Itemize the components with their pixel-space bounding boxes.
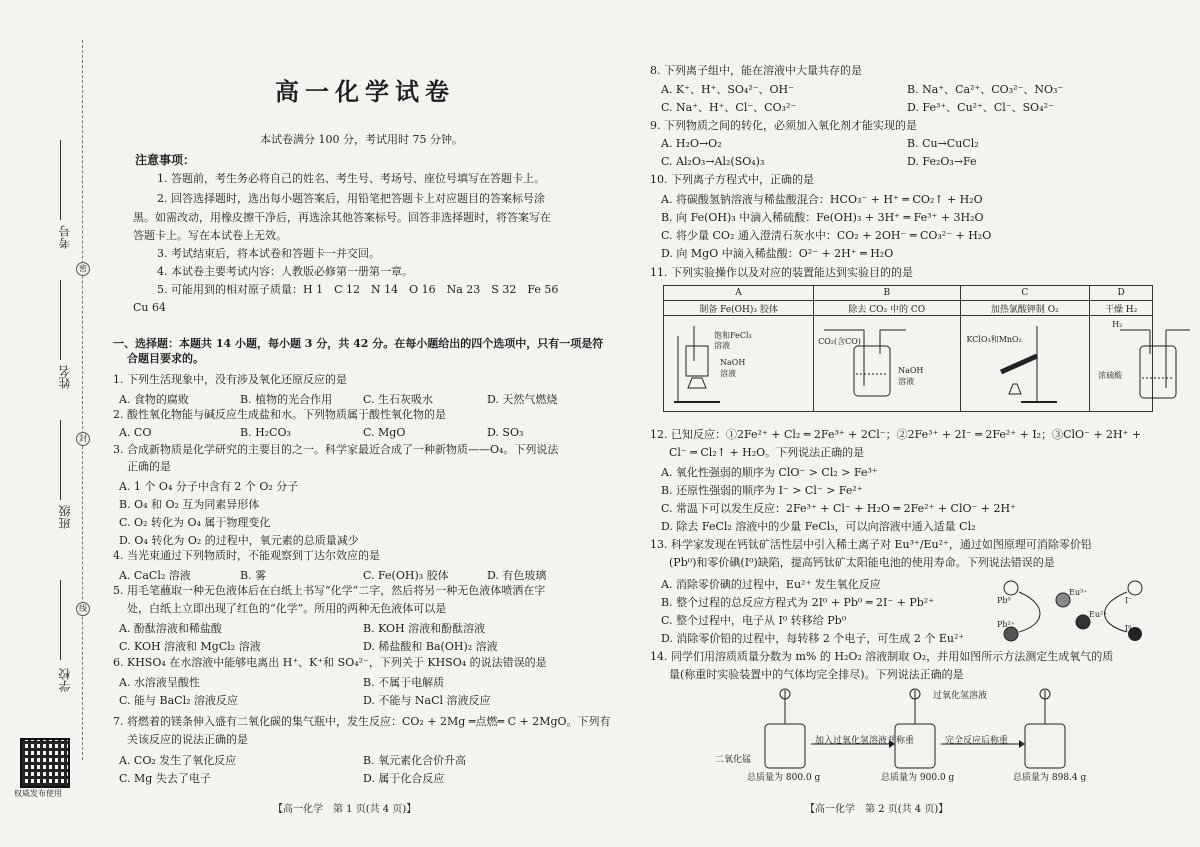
option: B. H₂CO₃ <box>240 426 291 439</box>
question-6: 6. KHSO₄ 在水溶液中能够电离出 H⁺、K⁺和 SO₄²⁻，下列关于 KHSO₄ 的说法错误的是 <box>113 656 547 669</box>
school-line <box>60 580 61 660</box>
label: 加入过氧化氢溶液并称重 <box>815 736 915 746</box>
qr-code <box>20 738 70 788</box>
option: A. 消除零价碘的过程中，Eu²⁺ 发生氧化反应 <box>661 578 881 591</box>
table-header: D <box>1090 286 1153 301</box>
question-1: 1. 下列生活现象中，没有涉及氧化还原反应的是 <box>113 373 347 386</box>
notice-heading: 注意事项： <box>135 153 196 167</box>
notice-line: 2. 回答选择题时，选出每小题答案后，用铅笔把答题卡上对应题目的答案标号涂 <box>157 192 545 205</box>
option: C. 生石灰吸水 <box>363 393 434 406</box>
label: NaOH <box>720 358 746 367</box>
question-7: 7. 将燃着的镁条伸入盛有二氧化碳的集气瓶中，发生反应：CO₂ + 2Mg ═点燃═ C + 2MgO。下列有 <box>113 715 611 728</box>
label: 完全反应后称重 <box>945 736 1009 746</box>
option: D. 稀盐酸和 Ba(OH)₂ 溶液 <box>363 640 498 653</box>
option: B. O₄ 和 O₂ 互为同素异形体 <box>119 498 260 511</box>
notice-line: 5. 可能用到的相对原子质量：H 1 C 12 N 14 O 16 Na 23 S 32 Fe 56 <box>157 283 559 296</box>
cut-line <box>82 40 83 760</box>
option: D. 向 MgO 中滴入稀盐酸：O²⁻ + 2H⁺ ═ H₂O <box>661 247 894 260</box>
option: D. 天然气燃烧 <box>487 393 558 406</box>
option: D. 有色玻璃 <box>487 569 547 582</box>
option: D. 不能与 NaCl 溶液反应 <box>363 694 491 707</box>
label: Pb²⁺ <box>997 620 1015 629</box>
question-12-cont: Cl⁻ ═ Cl₂↑ + H₂O。下列说法正确的是 <box>669 446 865 459</box>
exam-number-label: 考号 <box>58 225 72 249</box>
section-heading: 一、选择题：本题共 14 小题，每小题 3 分，共 42 分。在每小题给出的四个选项中，只有一项是符 <box>113 337 604 350</box>
label: I⁰ <box>1125 624 1132 633</box>
table-header: B <box>814 286 960 301</box>
option: A. 水溶液呈酸性 <box>119 676 200 689</box>
label: H₂ <box>1112 320 1123 329</box>
option: D. 除去 FeCl₂ 溶液中的少量 FeCl₃，可以向溶液中通入适量 Cl₂ <box>661 520 976 533</box>
label: Eu³⁺ <box>1069 588 1088 597</box>
label: 溶液 <box>898 377 915 386</box>
option: A. H₂O→O₂ <box>661 137 722 150</box>
label: 溶液 <box>714 341 730 350</box>
option: A. K⁺、H⁺、SO₄²⁻、OH⁻ <box>661 83 794 96</box>
question-10: 10. 下列离子方程式中，正确的是 <box>650 173 814 186</box>
label: CO₂(含CO) <box>818 337 861 346</box>
table-header: A <box>664 286 814 301</box>
option: D. 消除零价铅的过程中，每转移 2 个电子，可生成 2 个 Eu²⁺ <box>661 632 965 645</box>
option: C. 整个过程中，电子从 I⁰ 转移给 Pb⁰ <box>661 614 847 627</box>
question-14-cont: 量(称重时实验装置中的气体均完全排尽)。下列说法正确的是 <box>669 668 964 681</box>
table-cell: 干燥 H₂ <box>1090 301 1153 316</box>
option: C. Al₂O₃→Al₂(SO₄)₃ <box>661 155 765 168</box>
apparatus-b <box>814 316 960 412</box>
option: A. 氧化性强弱的顺序为 ClO⁻ > Cl₂ > Fe³⁺ <box>661 466 878 479</box>
class-label: 班级 <box>58 505 72 529</box>
apparatus-d <box>1090 316 1153 412</box>
option: B. 向 Fe(OH)₃ 中滴入稀硫酸：Fe(OH)₃ + 3H⁺ ═ Fe³⁺ + 3H₂O <box>661 211 984 224</box>
question-14: 14. 同学们用溶质质量分数为 m% 的 H₂O₂ 溶液制取 O₂，并用如图所示方法测定生成氧气的质 <box>650 650 1114 663</box>
option: B. Cu→CuCl₂ <box>907 137 979 150</box>
option: B. 不属于电解质 <box>363 676 445 689</box>
label: Eu²⁺ <box>1089 610 1108 619</box>
question-9: 9. 下列物质之间的转化，必须加入氧化剂才能实现的是 <box>650 119 917 132</box>
table-cell: 除去 CO₂ 中的 CO <box>814 301 960 316</box>
seal-mark-feng: 封 <box>76 432 90 446</box>
option: C. 常温下可以发生反应：2Fe³⁺ + Cl⁻ + H₂O ═ 2Fe²⁺ + ClO⁻ + 2H⁺ <box>661 502 1016 515</box>
option: C. MgO <box>363 426 406 439</box>
notice-line: Cu 64 <box>133 301 166 314</box>
question-13: 13. 科学家发现在钙钛矿活性层中引入稀土离子对 Eu³⁺/Eu²⁺，通过如图原理可消除零价铅 <box>650 538 1092 551</box>
option: A. CaCl₂ 溶液 <box>119 569 191 582</box>
question-8: 8. 下列离子组中，能在溶液中大量共存的是 <box>650 64 862 77</box>
question-13-cont: (Pb⁰)和零价碘(I⁰)缺陷，提高钙钛矿太阳能电池的使用寿命。下列说法错误的是 <box>669 556 1055 569</box>
exam-subtitle: 本试卷满分 100 分，考试用时 75 分钟。 <box>260 133 463 146</box>
option: A. 酚酞溶液和稀盐酸 <box>119 622 222 635</box>
eu-cycle-diagram <box>997 574 1147 646</box>
seal-mark-mi: 密 <box>76 262 90 276</box>
qr-caption: 权威发布使用 <box>14 789 62 798</box>
seal-mark-xian: 线 <box>76 602 90 616</box>
question-5-cont: 处，白纸上立即出现了红色的“化学”。所用的两种无色液体可以是 <box>127 602 447 615</box>
o2-mass-apparatus <box>755 684 1085 774</box>
option: B. Na⁺、Ca²⁺、CO₃²⁻、NO₃⁻ <box>907 83 1064 96</box>
notice-line: 3. 考试结束后，将本试卷和答题卡一并交回。 <box>157 247 380 260</box>
option: A. 食物的腐败 <box>119 393 189 406</box>
option: B. 整个过程的总反应方程式为 2I⁰ + Pb⁰ ═ 2I⁻ + Pb²⁺ <box>661 596 935 609</box>
option: C. KOH 溶液和 MgCl₂ 溶液 <box>119 640 261 653</box>
section-heading: 合题目要求的。 <box>127 352 204 365</box>
question-5: 5. 用毛笔蘸取一种无色液体后在白纸上书写“化学”二字，然后将另一种无色液体喷洒在字 <box>113 584 546 597</box>
label: 二氧化锰 <box>715 755 752 765</box>
name-line <box>60 280 61 360</box>
option: C. 能与 BaCl₂ 溶液反应 <box>119 694 238 707</box>
apparatus-c-drawing <box>961 316 1081 408</box>
option: C. Fe(OH)₃ 胶体 <box>363 569 449 582</box>
label: 总质量为 900.0 g <box>881 773 955 783</box>
option: C. Na⁺、H⁺、Cl⁻、CO₃²⁻ <box>661 101 797 114</box>
question-3: 3. 合成新物质是化学研究的主要目的之一。科学家最近合成了一种新物质——O₄。下列说法 <box>113 443 559 456</box>
label: 饱和FeCl₃ <box>714 331 752 340</box>
label: NaOH <box>898 366 924 375</box>
exam-title: 高一化学试卷 <box>275 77 455 106</box>
name-label: 姓名 <box>58 365 72 389</box>
notice-line: 1. 答题前，考生务必将自己的姓名、考生号、考场号、座位号填写在答题卡上。 <box>157 172 545 185</box>
label: I⁻ <box>1125 596 1133 605</box>
label: 总质量为 898.4 g <box>1013 773 1087 783</box>
option: D. SO₃ <box>487 426 524 439</box>
option: C. O₂ 转化为 O₄ 属于物理变化 <box>119 516 271 529</box>
option: C. 将少量 CO₂ 通入澄清石灰水中：CO₂ + 2OH⁻ ═ CO₃²⁻ + H₂O <box>661 229 992 242</box>
label: Pb⁰ <box>997 596 1011 605</box>
label: KClO₃和MnO₂ <box>966 335 1022 344</box>
notice-line: 4. 本试卷主要考试内容：人教版必修第一册第一章。 <box>157 265 413 278</box>
school-label: 学校 <box>58 668 72 692</box>
option: C. Mg 失去了电子 <box>119 772 211 785</box>
apparatus-a <box>664 316 814 412</box>
exam-number-line <box>60 140 61 220</box>
binding-margin <box>0 0 105 847</box>
option: A. CO <box>119 426 152 439</box>
option: A. CO₂ 发生了氧化反应 <box>119 754 237 767</box>
apparatus-d-drawing <box>1090 316 1200 408</box>
question-2: 2. 酸性氧化物能与碱反应生成盐和水。下列物质属于酸性氧化物的是 <box>113 408 446 421</box>
label: 溶液 <box>720 369 736 378</box>
option: B. 还原性强弱的顺序为 I⁻ > Cl⁻ > Fe²⁺ <box>661 484 863 497</box>
table-cell: 制备 Fe(OH)₃ 胶体 <box>664 301 814 316</box>
option: A. 1 个 O₄ 分子中含有 2 个 O₂ 分子 <box>119 480 299 493</box>
option: D. O₄ 转化为 O₂ 的过程中，氧元素的总质量减少 <box>119 534 359 547</box>
notice-line: 答题卡上。写在本试卷上无效。 <box>133 229 287 242</box>
page-footer: 【高一化学 第 2 页(共 4 页)】 <box>805 804 949 815</box>
class-line <box>60 420 61 500</box>
question-7-cont: 关该反应的说法正确的是 <box>127 733 248 746</box>
notice-line: 黑。如需改动，用橡皮擦干净后，再选涂其他答案标号。回答非选择题时，将答案写在 <box>133 211 551 224</box>
option: A. 将碳酸氢钠溶液与稀盐酸混合：HCO₃⁻ + H⁺ ═ CO₂↑ + H₂O <box>661 193 983 206</box>
question-3-cont: 正确的是 <box>127 460 171 473</box>
table-cell: 加热氯酸钾制 O₂ <box>960 301 1090 316</box>
page-footer: 【高一化学 第 1 页(共 4 页)】 <box>273 804 417 815</box>
apparatus-c <box>960 316 1090 412</box>
question-12: 12. 已知反应：①2Fe²⁺ + Cl₂ ═ 2Fe³⁺ + 2Cl⁻；②2Fe³⁺ + 2I⁻ ═ 2Fe²⁺ + I₂；③ClO⁻ + 2H⁺ + <box>650 428 1142 441</box>
question-11: 11. 下列实验操作以及对应的装置能达到实验目的的是 <box>650 266 913 279</box>
apparatus-b-drawing <box>814 316 934 408</box>
table-header: C <box>960 286 1090 301</box>
option: B. 植物的光合作用 <box>240 393 333 406</box>
option: D. 属于化合反应 <box>363 772 445 785</box>
label: 过氧化氢溶液 <box>933 691 988 701</box>
option: B. 雾 <box>240 569 267 582</box>
option: D. Fe³⁺、Cu²⁺、Cl⁻、SO₄²⁻ <box>907 101 1054 114</box>
question-4: 4. 当光束通过下列物质时，不能观察到丁达尔效应的是 <box>113 549 380 562</box>
option: D. Fe₂O₃→Fe <box>907 155 977 168</box>
label: 总质量为 800.0 g <box>747 773 821 783</box>
option: B. 氧元素化合价升高 <box>363 754 467 767</box>
option: B. KOH 溶液和酚酞溶液 <box>363 622 486 635</box>
experiment-table <box>663 285 1153 412</box>
label: 浓硫酸 <box>1098 371 1123 380</box>
